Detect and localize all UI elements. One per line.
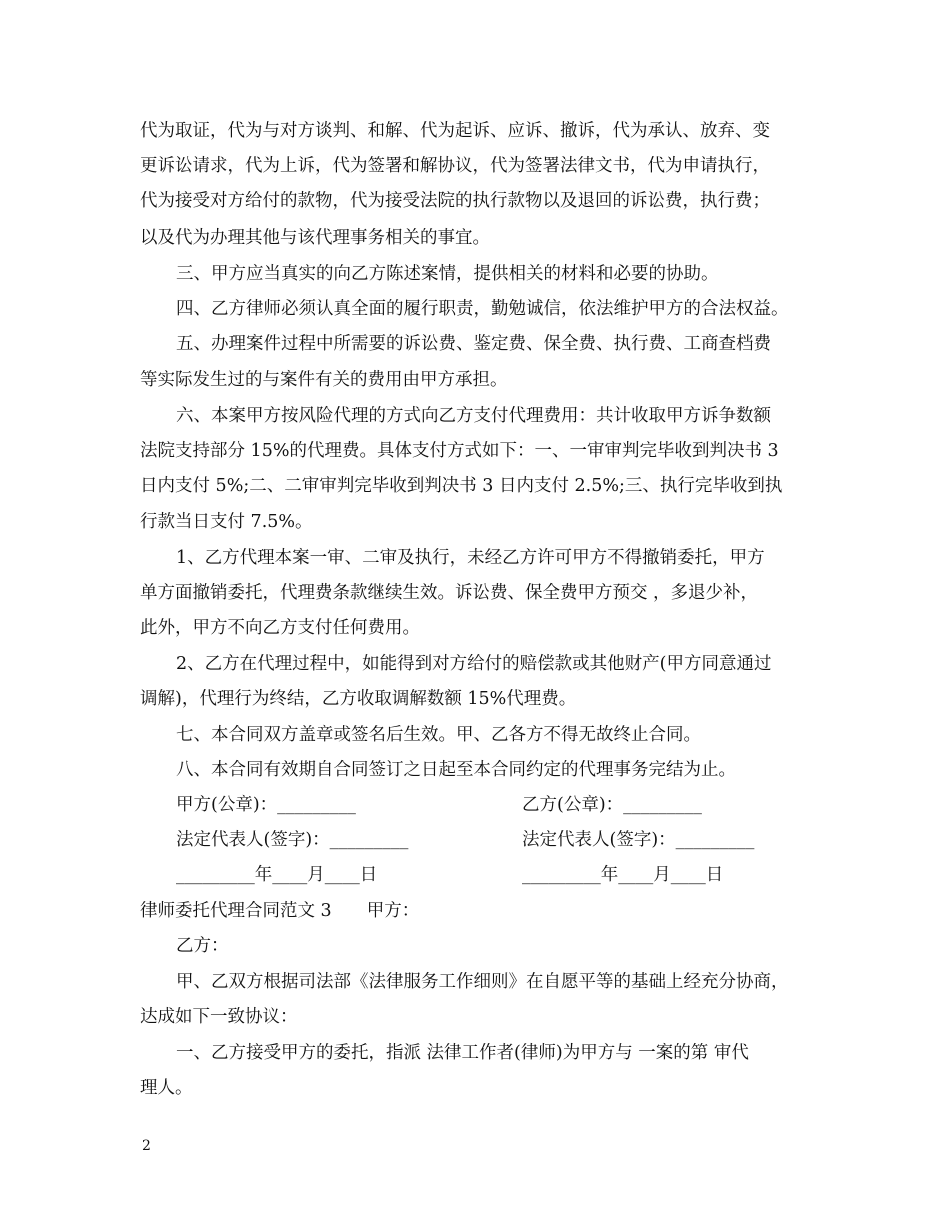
clause-2: 2、乙方在代理过程中，如能得到对方给付的赔偿款或其他财产(甲方同意通过 bbox=[176, 654, 772, 674]
body-text-line: 代为接受对方给付的款物，代为接受法院的执行款物以及退回的诉讼费，执行费； bbox=[140, 191, 770, 211]
paragraph-7: 七、本合同双方盖章或签名后生效。甲、乙各方不得无故终止合同。 bbox=[176, 725, 701, 745]
body-text-line: 调解)，代理行为终结，乙方收取调解数额 15%代理费。 bbox=[140, 689, 577, 709]
body-text-line: 行款当日支付 7.5%。 bbox=[140, 512, 313, 532]
party-a-date-field: _________年____月____日 bbox=[176, 865, 378, 885]
party-a-representative-field: 法定代表人(签字)：_________ bbox=[176, 830, 409, 850]
body-text-line: 此外，甲方不向乙方支付任何费用。 bbox=[140, 618, 420, 638]
paragraph-4: 四、乙方律师必须认真全面的履行职责，勤勉诚信，依法维护甲方的合法权益。 bbox=[176, 299, 789, 319]
party-b-representative-field: 法定代表人(签字)：_________ bbox=[522, 830, 755, 850]
paragraph-3: 三、甲方应当真实的向乙方陈述案情，提供相关的材料和必要的协助。 bbox=[176, 264, 719, 284]
intro-paragraph: 甲、乙双方根据司法部《法律服务工作细则》在自愿平等的基础上经充分协商， bbox=[176, 972, 789, 992]
body-text-line: 法院支持部分 15%的代理费。具体支付方式如下：一、一审审判完毕收到判决书 3 bbox=[140, 441, 779, 461]
clause-1: 1、乙方代理本案一审、二审及执行，未经乙方许可甲方不得撤销委托，甲方 bbox=[176, 548, 765, 568]
paragraph-8: 八、本合同有效期自合同签订之日起至本合同约定的代理事务完结为止。 bbox=[176, 760, 736, 780]
party-b-date-field: _________年____月____日 bbox=[522, 865, 724, 885]
body-text-line: 等实际发生过的与案件有关的费用由甲方承担。 bbox=[140, 370, 508, 390]
body-text-line: 更诉讼请求，代为上诉，代为签署和解协议，代为签署法律文书，代为申请执行， bbox=[140, 156, 770, 176]
clause-one: 一、乙方接受甲方的委托，指派 法律工作者(律师)为甲方与 一案的第 审代 bbox=[176, 1043, 749, 1063]
paragraph-5: 五、办理案件过程中所需要的诉讼费、鉴定费、保全费、执行费、工商查档费 bbox=[176, 334, 771, 354]
body-text-line: 单方面撤销委托，代理费条款继续生效。诉讼费、保全费甲方预交 ，多退少补， bbox=[140, 583, 759, 603]
body-text-line: 日内支付 5%;二、二审审判完毕收到判决书 3 日内支付 2.5%;三、执行完毕收到执 bbox=[140, 476, 783, 496]
body-text-line: 代为取证，代为与对方谈判、和解、代为起诉、应诉、撤诉，代为承认、放弃、变 bbox=[140, 121, 770, 141]
paragraph-6: 六、本案甲方按风险代理的方式向乙方支付代理费用：共计收取甲方诉争数额 bbox=[176, 406, 771, 426]
body-text-line: 达成如下一致协议： bbox=[140, 1007, 298, 1027]
body-text-line: 理人。 bbox=[140, 1078, 193, 1098]
body-text-line: 以及代为办理其他与该代理事务相关的事宜。 bbox=[140, 228, 490, 248]
page-number: 2 bbox=[142, 1138, 151, 1154]
party-b-line: 乙方： bbox=[176, 936, 229, 956]
party-a-seal-field: 甲方(公章)：_________ bbox=[176, 795, 356, 815]
section-title-line: 律师委托代理合同范文 3 甲方： bbox=[140, 901, 420, 921]
party-b-seal-field: 乙方(公章)：_________ bbox=[522, 795, 702, 815]
